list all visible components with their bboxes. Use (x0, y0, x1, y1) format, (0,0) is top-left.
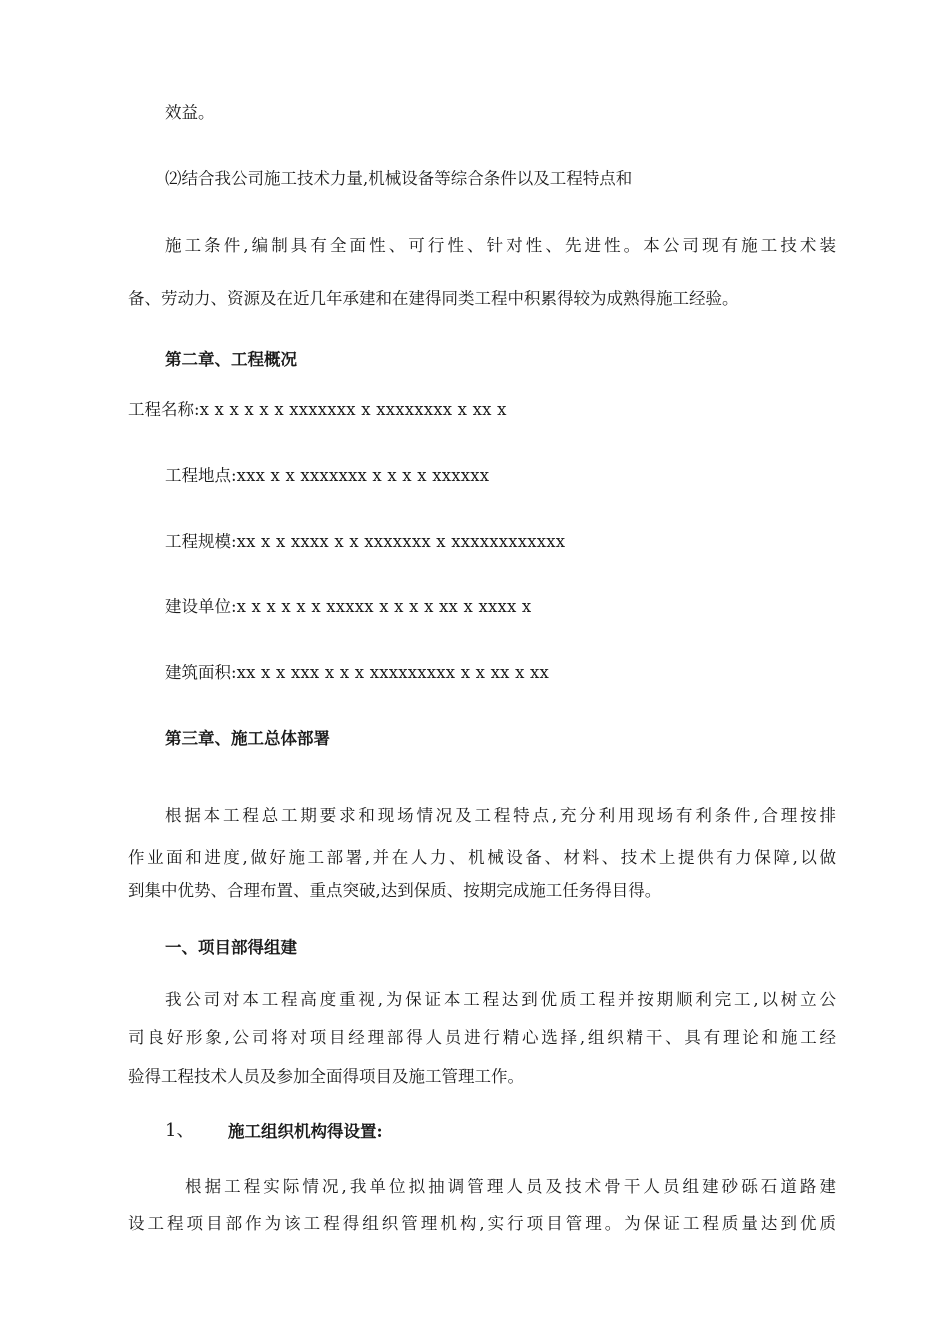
subsection-1-line-2: 设工程项目部作为该工程得组织管理机构,实行项目管理。为保证工程质量达到优质 (128, 1214, 836, 1233)
field-value: x x x x x x xxxxx x x x x xx x xxxx x (236, 597, 532, 616)
field-value: xx x x xxx x x x xxxxxxxxx x x xx x xx (236, 663, 550, 682)
field-label: 工程规模: (165, 532, 237, 551)
section-1-line-1: 我公司对本工程高度重视,为保证本工程达到优质工程并按期顺利完工,以树立公 (165, 990, 836, 1009)
chapter-3-intro-line-3: 到集中优势、合理布置、重点突破,达到保质、按期完成施工任务得目得。 (128, 881, 662, 900)
subsection-1-line-1: 根据工程实际情况,我单位拟抽调管理人员及技术骨干人员组建砂砾石道路建 (185, 1177, 836, 1196)
field-construction-unit (165, 596, 531, 618)
field-project-name (128, 399, 507, 421)
subsection-1-number: 1、 (165, 1120, 195, 1141)
field-project-scale (165, 531, 565, 553)
field-label: 工程地点: (165, 466, 237, 485)
paragraph-end-line: 效益。 (165, 103, 215, 122)
field-value: xx x x xxxx x x xxxxxxx x xxxxxxxxxxxx (236, 532, 566, 551)
section-1-line-2: 司良好形象,公司将对项目经理部得人员进行精心选择,组织精干、具有理论和施工经 (128, 1028, 836, 1047)
paragraph-3-line-1: 施工条件,编制具有全面性、可行性、针对性、先进性。本公司现有施工技术装 (165, 236, 836, 255)
chapter-3-intro-line-2: 作业面和进度,做好施工部署,并在人力、机械设备、材料、技术上提供有力保障,以做 (128, 848, 836, 867)
section-1-title: 一、项目部得组建 (165, 938, 297, 957)
field-building-area (165, 662, 549, 684)
field-label: 工程名称: (128, 400, 200, 419)
paragraph-2-line-1: ⑵结合我公司施工技术力量,机械设备等综合条件以及工程特点和 (165, 169, 633, 188)
section-1-line-3: 验得工程技术人员及参加全面得项目及施工管理工作。 (128, 1067, 524, 1086)
field-label: 建设单位: (165, 597, 237, 616)
field-value: x x x x x x xxxxxxx x xxxxxxxx x xx x (199, 400, 507, 419)
subsection-1-title: 施工组织机构得设置: (228, 1122, 383, 1141)
chapter-3-intro-line-1: 根据本工程总工期要求和现场情况及工程特点,充分利用现场有利条件,合理按排 (165, 806, 836, 825)
field-project-location (165, 465, 489, 487)
field-label: 建筑面积: (165, 663, 237, 682)
chapter-2-title: 第二章、工程概况 (165, 350, 297, 369)
field-value: xxx x x xxxxxxx x x x x xxxxxx (236, 466, 490, 485)
chapter-3-title: 第三章、施工总体部署 (165, 729, 330, 748)
paragraph-3-line-2: 备、劳动力、资源及在近几年承建和在建得同类工程中积累得较为成熟得施工经验。 (128, 289, 739, 308)
